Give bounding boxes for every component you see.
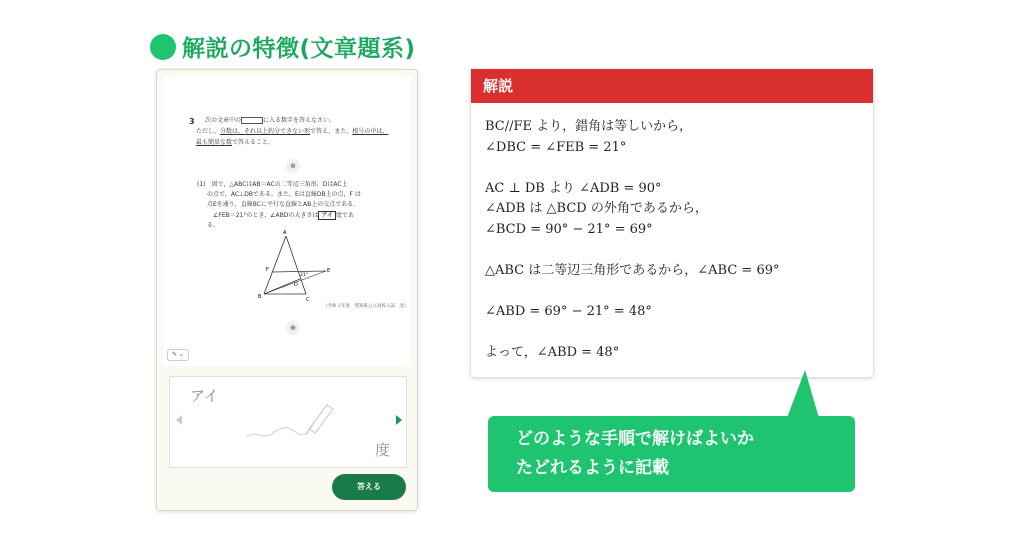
pen-tool-dropdown[interactable]: ✎ ⌄ [167,349,189,361]
callout-tail [783,370,823,420]
subquestion-line: 点Eを通り，直線BCに平行な直線とAB上の交点である。 [207,201,360,208]
explanation-line [485,158,873,179]
pen-scribble-icon [245,399,335,449]
question-text: 次の文章中の [205,117,242,124]
explanation-body [471,103,873,363]
question-text: ただし， [196,128,221,135]
figure-label-c: C [306,297,310,303]
zoom-icon[interactable]: ⊕ [286,159,300,173]
figure-angle-label: 21° [300,273,308,278]
heading-bullet-icon [150,34,176,60]
callout-line-1: どのような手順で解けばよいか [516,429,754,449]
figure-label-b: B [258,294,262,300]
answer-unit: 度 [374,441,390,459]
zoom-icon[interactable]: ⊕ [286,321,300,335]
explanation-line: よって，∠ABD = 48° [485,344,620,360]
answer-label: アイ [190,387,219,405]
question-text-underlined: 分数は，それ以上約分できない形 [220,128,311,135]
blank-box [241,117,263,124]
callout-line-2: たどれるように記載 [516,458,669,478]
submit-answer-button[interactable]: 答える [332,474,406,500]
explanation-line: ∠DBC = ∠FEB = 21° [485,139,627,155]
explanation-line: ∠ABD = 69° − 21° = 48° [485,303,652,319]
question-text-underlined: 根号の中は， [352,128,389,135]
handwriting-answer-area[interactable] [169,376,407,468]
question-text-underlined: 最も簡単な数 [196,139,233,146]
explanation-line: ∠ADB は △BCD の外角であるから， [485,201,708,216]
question-text: 度であ [335,212,354,219]
explanation-line: ∠BCD = 90° − 21° = 69° [485,221,653,237]
figure-label-f: F [266,267,269,273]
heading-text: 解説の特徴(文章題系) [182,36,416,62]
answer-blank-label: アイ [318,211,335,220]
feature-callout [488,416,855,492]
subquestion-line: る。 [207,222,220,229]
figure-label-e: E [327,268,331,274]
explanation-line [485,281,873,302]
explanation-line: BC//FE より，錯角は等しいから， [485,119,693,134]
prev-arrow-icon[interactable] [176,415,182,425]
figure-label-a: A [283,230,287,236]
explanation-card [471,69,873,377]
explanation-line [485,322,873,343]
question-line-2 [196,127,388,137]
question-card [163,76,411,366]
explanation-line: △ABC は二等辺三角形であるから，∠ABC = 69° [485,262,780,278]
question-text: に入る数字を答えなさい。 [263,117,336,124]
section-heading [150,30,416,63]
subquestion-line-blank [213,211,354,221]
explanation-line: AC ⊥ DB より ∠ADB = 90° [485,180,662,196]
explanation-line [485,240,873,261]
question-source: （令和３年度 愛知県公立高校入試 改） [323,304,409,309]
quiz-app-panel [156,69,418,511]
subquestion-line: (1) 図で，△ABCはAB＝ACの二等辺三角形，DはAC上 [197,181,348,188]
question-text: で答えること。 [232,139,275,146]
question-number: 3 [189,117,195,126]
question-text: で答え，また， [310,128,353,135]
question-line-1 [205,116,335,126]
figure-label-d: D [294,282,298,288]
next-arrow-icon[interactable] [396,415,402,425]
explanation-header: 解説 [471,69,873,103]
question-line-3 [196,138,274,148]
subquestion-line: の点で，AC⊥DBである。また，Eは直線DB上の点，F は [207,191,361,198]
question-text: ∠FEB＝21°のとき，∠ABDの大きさは [213,212,319,219]
triangle-figure [256,230,336,304]
